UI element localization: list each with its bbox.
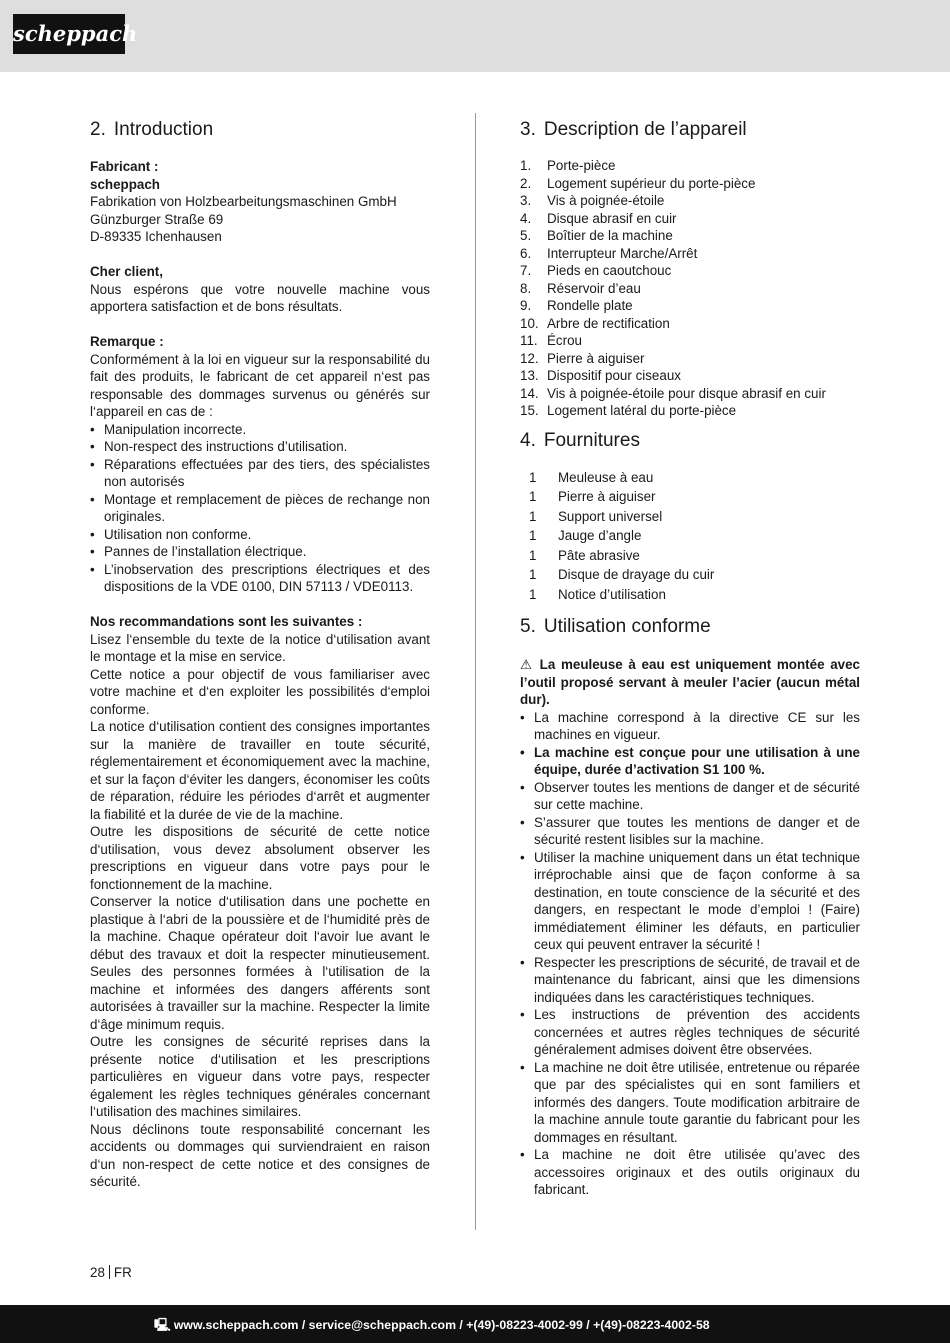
- list-item: 2. Logement supérieur du porte-pièce: [520, 175, 756, 191]
- list-item: • La machine correspond à la directive CE sur les machines en vigueur.: [520, 709, 860, 744]
- list-item: 12. Pierre à aiguiser: [520, 350, 645, 366]
- usage-warning: ⚠ La meuleuse à eau est uniquement montée avec l’outil proposé servant à meuler l’acier (aucun métal dur).: [520, 657, 860, 707]
- list-item: 1 Support universel: [529, 508, 663, 524]
- recommendation-paragraph: Cette notice a pour objectif de vous familiariser avec votre machine et d‘en exploiter les possibilités d‘emploi conforme.: [90, 666, 430, 717]
- brand-logo: scheppach: [13, 14, 125, 54]
- list-item: • La machine ne doit être utilisée, entretenue ou réparée que par des spécialistes qui en sont familiers et informés des dangers. Toute modification arbitraire de la machine annule toute garantie du fabricant pour les dommages en résultant.: [520, 1059, 860, 1147]
- list-item: 5. Boîtier de la machine: [520, 228, 673, 243]
- manufacturer-line: D-89335 Ichenhausen: [90, 229, 222, 244]
- footer-bar: [0, 1305, 950, 1343]
- usage-list: [520, 709, 860, 1199]
- list-item: • Pannes de l’installation électrique.: [90, 543, 430, 561]
- manufacturer-line: Fabrikation von Holzbearbeitungsmaschinen GmbH: [90, 194, 397, 209]
- list-item: 1 Pâte abrasive: [529, 547, 640, 563]
- section-title-description: 3. Description de l’appareil: [520, 119, 747, 140]
- list-item: • La machine ne doit être utilisée qu’avec des accessoires originaux et des outils originaux du fabricant.: [520, 1146, 860, 1199]
- list-item: 1 Pierre à aiguiser: [529, 489, 656, 504]
- list-item: • Manipulation incorrecte.: [90, 421, 430, 439]
- list-item: • La machine est conçue pour une utilisation à une équipe, durée d’activation S1 100 %.: [520, 744, 860, 779]
- manufacturer-block: [90, 158, 430, 246]
- list-item: 11. Écrou: [520, 333, 582, 348]
- remark-block: [90, 333, 430, 596]
- list-item: • Respecter les prescriptions de sécurité, de travail et de maintenance du fabricant, ainsi que les dimensions indiquées dans les caractéristiques techniques.: [520, 954, 860, 1007]
- recommendation-paragraph: Outre les dispositions de sécurité de cette notice d‘utilisation, vous devez absolument observer les prescriptions en vigueur dans votre pays pour le fonctionnement de la machine.: [90, 824, 430, 892]
- section-title-introduction: 2. Introduction: [90, 119, 214, 140]
- right-column: [520, 117, 860, 1199]
- parts-list: [520, 157, 860, 420]
- list-item: 10. Arbre de rectification: [520, 315, 670, 331]
- manufacturer-label: Fabricant :: [90, 159, 159, 174]
- header-bar: [0, 0, 950, 72]
- list-item: 6. Interrupteur Marche/Arrêt: [520, 245, 698, 261]
- list-item: • L’inobservation des prescriptions électriques et des dispositions de la VDE 0100, DIN 57113 / VDE0113.: [90, 561, 430, 596]
- section-title-usage: 5. Utilisation conforme: [520, 616, 711, 637]
- recommendations-label: Nos recommandations sont les suivantes :: [90, 614, 363, 629]
- list-item: • Observer toutes les mentions de danger et de sécurité sur cette machine.: [520, 779, 860, 814]
- manufacturer-name: scheppach: [90, 176, 160, 192]
- dear-client-text: Nous espérons que votre nouvelle machine vous apportera satisfaction et de bons résultats.: [90, 281, 430, 314]
- list-item: 9. Rondelle plate: [520, 298, 633, 313]
- list-item: 8. Réservoir d’eau: [520, 280, 641, 296]
- list-item: 4. Disque abrasif en cuir: [520, 210, 677, 226]
- dear-client-label: Cher client,: [90, 264, 163, 279]
- list-item: 1. Porte-pièce: [520, 158, 616, 173]
- list-item: • Utiliser la machine uniquement dans un état technique irréprochable ainsi que de façon conforme à sa destination, en toute conscience de la sécurité et des dangers, en respectant le mode d’emploi ! (Faire) immédiatement éliminer les défauts, en particulier ceux qui peuvent entraver la sécurité !: [520, 849, 860, 954]
- recommendation-paragraph: La notice d‘utilisation contient des consignes importantes sur la manière de travailler en toute sécurité, réglementairement et économiquement avec la machine, et sur la façon d‘éviter les dangers, économiser les coûts de réparation, réduire les périodes d‘arrêt et augmenter la fiabilité et la durée de vie de la machine.: [90, 719, 430, 822]
- list-item: • Les instructions de prévention des accidents concernées et autres règles techniques de sécurité généralement admises doivent être observées.: [520, 1006, 860, 1059]
- list-item: • S’assurer que toutes les mentions de danger et de sécurité restent lisibles sur la machine.: [520, 814, 860, 849]
- warning-icon: ⚠: [520, 657, 540, 672]
- recommendations-block: [90, 613, 430, 1191]
- list-item: 1 Jauge d’angle: [529, 528, 642, 543]
- recommendation-paragraph: Lisez l‘ensemble du texte de la notice d‘utilisation avant le montage et la mise en service.: [90, 631, 430, 664]
- recommendation-paragraph: Outre les consignes de sécurité reprises dans la présente notice d‘utilisation et les prescriptions particulières en vigueur dans votre pays, respecter également les règles techniques générales concernant l‘utilisation des machines similaires.: [90, 1034, 430, 1119]
- page-number-separator: [109, 1265, 110, 1279]
- list-item: 13. Dispositif pour ciseaux: [520, 368, 681, 383]
- list-item: • Réparations effectuées par des tiers, des spécialistes non autorisés: [90, 456, 430, 491]
- list-item: • Utilisation non conforme.: [90, 526, 430, 544]
- remark-text: Conformément à la loi en vigueur sur la responsabilité du fait des produits, le fabricant de cet appareil n‘est pas responsable des dommages survenus ou générés sur l‘appareil en cas de :: [90, 351, 430, 419]
- remark-label: Remarque :: [90, 334, 164, 349]
- list-item: 1 Disque de drayage du cuir: [529, 567, 715, 582]
- list-item: 1 Meuleuse à eau: [529, 469, 654, 485]
- computer-icon: 🖳: [154, 1318, 174, 1332]
- section-title-supplies: 4. Fournitures: [520, 429, 640, 451]
- supplies-list: [520, 468, 860, 605]
- list-item: • Non-respect des instructions d’utilisation.: [90, 438, 430, 456]
- list-item: 1 Notice d’utilisation: [529, 586, 666, 602]
- footer-contact: 🖳 www.scheppach.com / service@scheppach.com / +(49)-08223-4002-99 / +(49)-08223-4002-58: [154, 1318, 710, 1332]
- dear-client-block: [90, 263, 430, 316]
- column-divider: [475, 113, 476, 1230]
- page-number: 28 FR: [90, 1265, 132, 1280]
- left-column: [90, 117, 430, 1191]
- list-item: 3. Vis à poignée-étoile: [520, 193, 665, 208]
- manufacturer-line: Günzburger Straße 69: [90, 211, 224, 227]
- list-item: 7. Pieds en caoutchouc: [520, 263, 672, 278]
- list-item: 15. Logement latéral du porte-pièce: [520, 403, 737, 418]
- list-item: • Montage et remplacement de pièces de rechange non originales.: [90, 491, 430, 526]
- recommendation-paragraph: Conserver la notice d‘utilisation dans une pochette en plastique à l‘abri de la poussière et de l‘humidité près de la machine. Chaque opérateur doit l‘avoir lue avant le début des travaux et doit la respecter minutieusement. Seules des personnes formées à l‘utilisation de la machine et informées des dangers afférents sont autorisées à travailler sur la machine. Respecter la limite d‘âge minimum requis.: [90, 894, 430, 1032]
- remark-list: [90, 421, 430, 596]
- list-item: 14. Vis à poignée-étoile pour disque abrasif en cuir: [520, 385, 826, 401]
- recommendation-paragraph: Nous déclinons toute responsabilité concernant les accidents ou dommages qui surviendraient en raison d‘un non-respect de cette notice et des consignes de sécurité.: [90, 1121, 430, 1189]
